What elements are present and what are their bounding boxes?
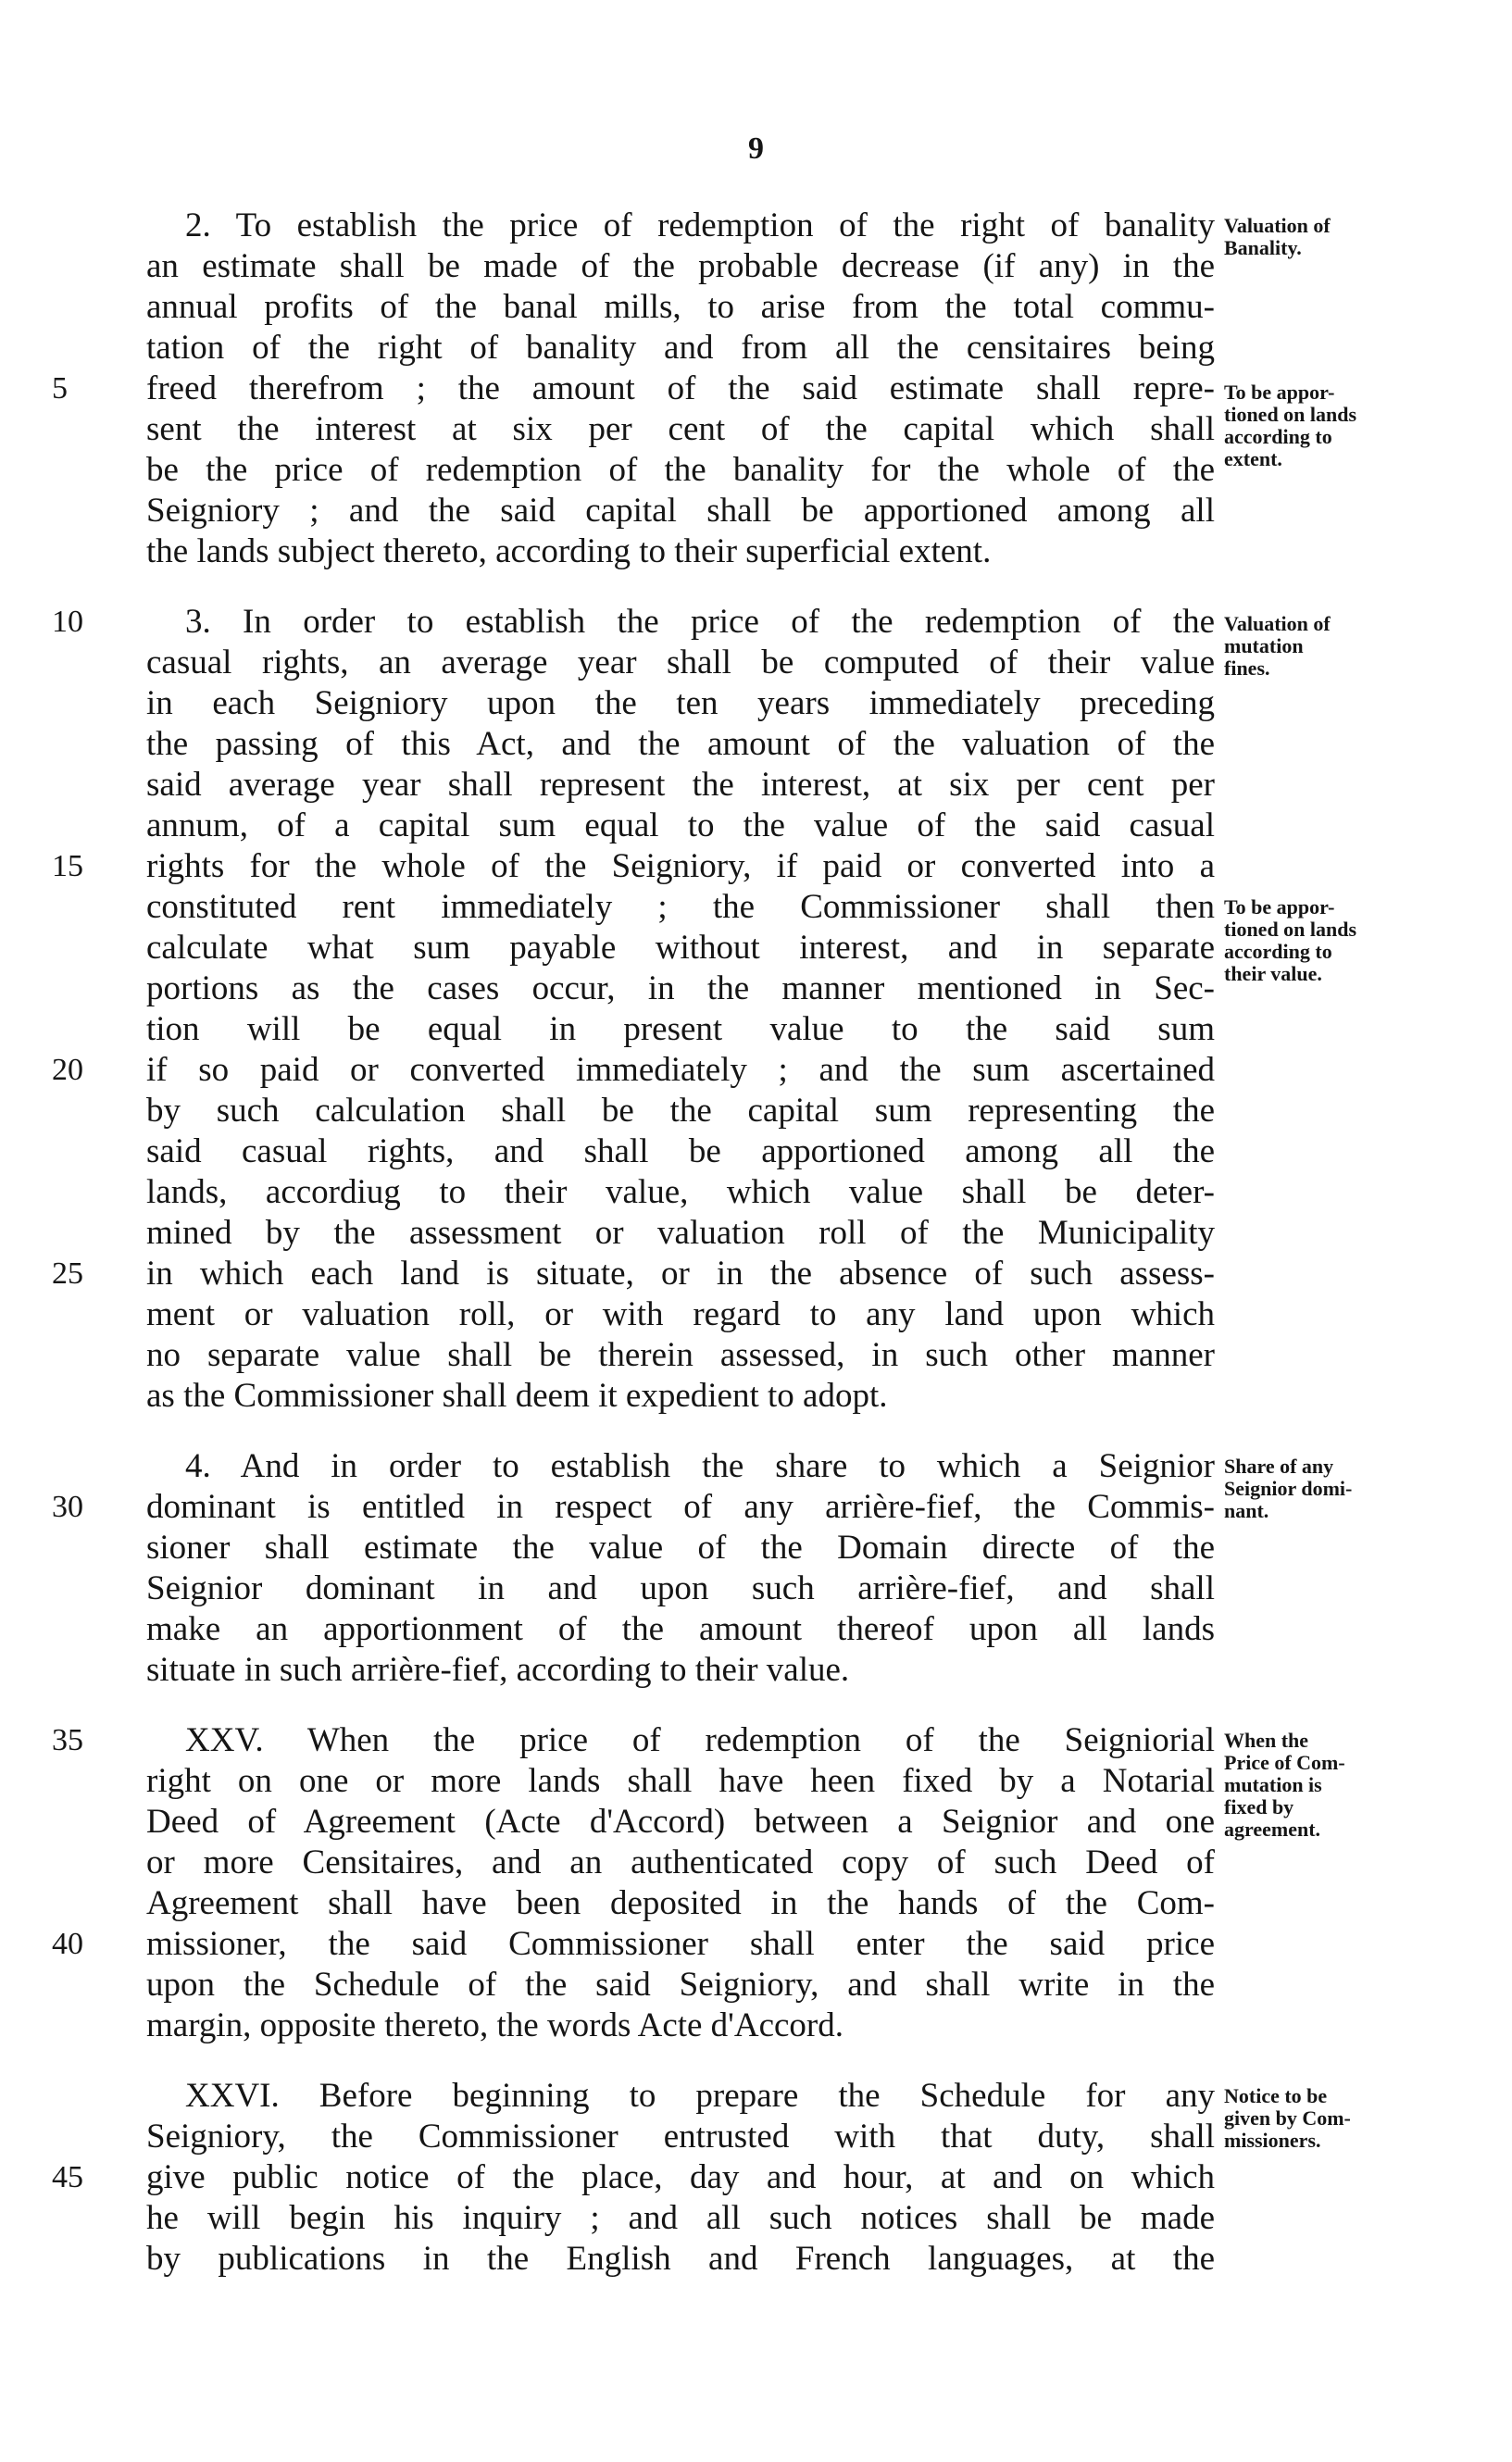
body-text-line: sent the interest at six per cent of the capital which shall bbox=[146, 410, 1215, 448]
body-text-line: Seigniory ; and the said capital shall be apportioned among all bbox=[146, 492, 1215, 530]
line-number: 5 bbox=[52, 371, 68, 406]
body-text-line: Seignior dominant in and upon such arrière-fief, and shall bbox=[146, 1569, 1215, 1607]
body-text-line: the passing of this Act, and the amount of the valuation of the bbox=[146, 725, 1215, 763]
margin-note-line: When the bbox=[1224, 1729, 1309, 1752]
body-text-line: annum, of a capital sum equal to the value of the said casual bbox=[146, 806, 1215, 844]
line-number: 40 bbox=[52, 1927, 83, 1961]
body-text-line: Agreement shall have been deposited in the hands of the Com- bbox=[146, 1884, 1215, 1922]
body-text-line: situate in such arrière-fief, according to their value. bbox=[146, 1651, 850, 1689]
body-text-line: missioner, the said Commissioner shall enter the said price bbox=[146, 1925, 1215, 1963]
body-text-line: freed therefrom ; the amount of the said estimate shall repre- bbox=[146, 369, 1215, 407]
body-text-line: by publications in the English and French languages, at the bbox=[146, 2240, 1215, 2278]
line-number: 20 bbox=[52, 1053, 83, 1087]
margin-note-line: Valuation of bbox=[1224, 612, 1331, 635]
body-text-line: 4. And in order to establish the share to which a Seignior bbox=[185, 1447, 1215, 1485]
margin-note-line: their value. bbox=[1224, 962, 1322, 985]
body-text-line: by such calculation shall be the capital sum representing the bbox=[146, 1092, 1215, 1130]
page-number: 9 bbox=[748, 131, 764, 166]
body-text-line: tion will be equal in present value to the said sum bbox=[146, 1010, 1215, 1048]
margin-note-line: tioned on lands bbox=[1224, 918, 1357, 941]
body-text-line: lands, accordiug to their value, which value shall be deter- bbox=[146, 1173, 1215, 1211]
line-number: 35 bbox=[52, 1723, 83, 1757]
margin-note-line: given by Com- bbox=[1224, 2106, 1351, 2130]
body-text-line: constituted rent immediately ; the Commissioner shall then bbox=[146, 888, 1215, 926]
body-text-line: 2. To establish the price of redemption of the right of banality bbox=[185, 206, 1215, 244]
margin-note-line: tioned on lands bbox=[1224, 403, 1357, 426]
margin-note-line: To be appor- bbox=[1224, 895, 1335, 919]
body-text-line: no separate value shall be therein assessed, in such other manner bbox=[146, 1336, 1215, 1374]
margin-note-line: according to bbox=[1224, 940, 1332, 963]
margin-note-line: Seignior domi- bbox=[1224, 1477, 1353, 1500]
body-text-line: as the Commissioner shall deem it expedient to adopt. bbox=[146, 1377, 888, 1415]
margin-note-line: missioners. bbox=[1224, 2129, 1321, 2152]
margin-note-line: agreement. bbox=[1224, 1818, 1321, 1841]
body-text-line: said casual rights, and shall be apportioned among all the bbox=[146, 1132, 1215, 1170]
body-text-line: rights for the whole of the Seigniory, if paid or converted into a bbox=[146, 847, 1215, 885]
margin-note-line: fixed by bbox=[1224, 1795, 1294, 1818]
body-text-line: margin, opposite thereto, the words Acte d'Accord. bbox=[146, 2006, 843, 2044]
body-text-line: an estimate shall be made of the probable decrease (if any) in the bbox=[146, 247, 1215, 285]
body-text-line: in which each land is situate, or in the absence of such assess- bbox=[146, 1255, 1215, 1293]
line-number: 10 bbox=[52, 605, 83, 639]
margin-note-line: Valuation of bbox=[1224, 214, 1331, 237]
body-text-line: Seigniory, the Commissioner entrusted with that duty, shall bbox=[146, 2118, 1215, 2156]
body-text-line: sioner shall estimate the value of the Domain directe of the bbox=[146, 1529, 1215, 1567]
line-number: 45 bbox=[52, 2160, 83, 2194]
body-text-line: the lands subject thereto, according to their superficial extent. bbox=[146, 532, 992, 570]
body-text-line: tation of the right of banality and from all the censitaires being bbox=[146, 329, 1215, 367]
margin-note-line: extent. bbox=[1224, 447, 1282, 470]
body-text-line: if so paid or converted immediately ; and the sum ascertained bbox=[146, 1051, 1215, 1089]
body-text-line: XXVI. Before beginning to prepare the Schedule for any bbox=[185, 2077, 1215, 2115]
margin-note-line: fines. bbox=[1224, 656, 1270, 680]
margin-note-line: mutation is bbox=[1224, 1773, 1322, 1796]
line-number: 25 bbox=[52, 1256, 83, 1291]
margin-note-line: according to bbox=[1224, 425, 1332, 448]
margin-note-line: mutation bbox=[1224, 634, 1304, 657]
body-text-line: XXV. When the price of redemption of the Seigniorial bbox=[185, 1721, 1215, 1759]
body-text-line: ment or valuation roll, or with regard to any land upon which bbox=[146, 1295, 1215, 1333]
margin-note-line: Price of Com- bbox=[1224, 1751, 1345, 1774]
body-text-line: Deed of Agreement (Acte d'Accord) between a Seignior and one bbox=[146, 1803, 1215, 1841]
line-number: 15 bbox=[52, 849, 83, 883]
body-text-line: said average year shall represent the interest, at six per cent per bbox=[146, 766, 1215, 804]
line-number: 30 bbox=[52, 1490, 83, 1524]
margin-note-line: Banality. bbox=[1224, 236, 1302, 259]
margin-note-line: Notice to be bbox=[1224, 2084, 1328, 2107]
body-text-line: give public notice of the place, day and hour, at and on which bbox=[146, 2158, 1215, 2196]
body-text-line: be the price of redemption of the banality for the whole of the bbox=[146, 451, 1215, 489]
body-text-line: in each Seigniory upon the ten years immediately preceding bbox=[146, 684, 1215, 722]
body-text-line: casual rights, an average year shall be computed of their value bbox=[146, 644, 1215, 681]
body-text-line: he will begin his inquiry ; and all such notices shall be made bbox=[146, 2199, 1215, 2237]
margin-note-line: To be appor- bbox=[1224, 381, 1335, 404]
body-text-line: right on one or more lands shall have heen fixed by a Notarial bbox=[146, 1762, 1215, 1800]
body-text-line: or more Censitaires, and an authenticated copy of such Deed of bbox=[146, 1843, 1215, 1881]
body-text-line: calculate what sum payable without interest, and in separate bbox=[146, 929, 1215, 967]
body-text-line: mined by the assessment or valuation roll of the Municipality bbox=[146, 1214, 1215, 1252]
body-text-line: upon the Schedule of the said Seigniory, and shall write in the bbox=[146, 1966, 1215, 2004]
margin-note-line: Share of any bbox=[1224, 1455, 1334, 1478]
margin-note-line: nant. bbox=[1224, 1499, 1269, 1522]
body-text-line: annual profits of the banal mills, to arise from the total commu- bbox=[146, 288, 1215, 326]
body-text-line: portions as the cases occur, in the manner mentioned in Sec- bbox=[146, 969, 1215, 1007]
body-text-line: dominant is entitled in respect of any arrière-fief, the Commis- bbox=[146, 1488, 1215, 1526]
body-text-line: 3. In order to establish the price of the redemption of the bbox=[185, 603, 1215, 641]
body-text-line: make an apportionment of the amount thereof upon all lands bbox=[146, 1610, 1215, 1648]
